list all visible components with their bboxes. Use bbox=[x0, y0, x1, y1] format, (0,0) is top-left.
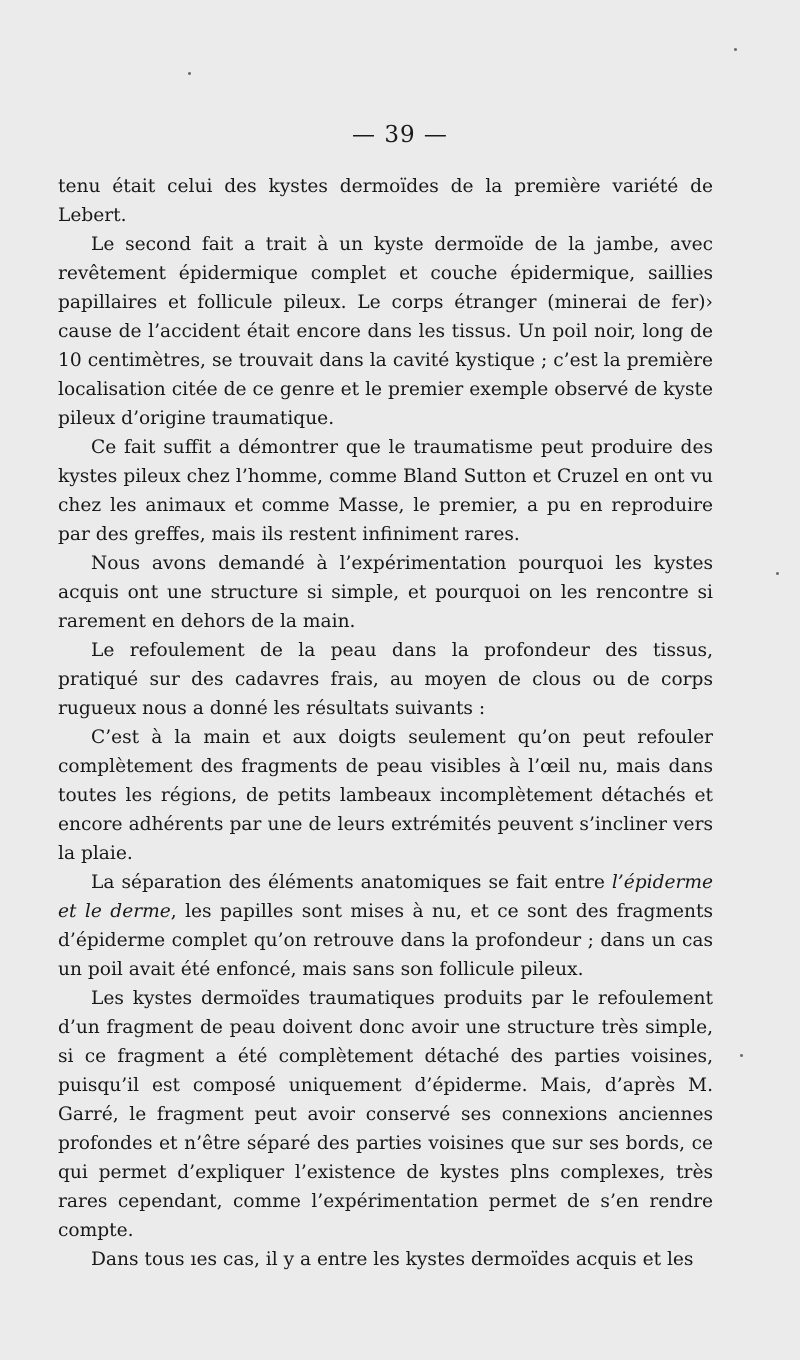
paragraph: C’est à la main et aux doigts seulement qu’on peut refouler complètement des fragments de peau visibles à l’œil nu, mais dans toutes les régions, de petits lambeaux incomplètement détachés et encore adhérents par une de leurs extrémités peuvent s’incliner vers la plaie. bbox=[58, 727, 713, 864]
paragraph-continuation: tenu était celui des kystes dermoïdes de la première variété de Lebert. bbox=[58, 176, 713, 226]
print-speck bbox=[188, 72, 191, 75]
body-text bbox=[58, 172, 713, 1274]
paragraph: Ce fait suffit a démontrer que le traumatisme peut produire des kystes pileux chez l’homme, comme Bland Sutton et Cruzel en ont vu chez les animaux et comme Masse, le premier, a pu en reproduire par des greffes, mais ils restent infiniment rares. bbox=[58, 437, 713, 545]
paragraph: Le second fait a trait à un kyste dermoïde de la jambe, avec revêtement épidermique complet et couche épidermique, saillies papillaires et follicule pileux. Le corps étranger (minerai de fer)› cause de l’accident était encore dans les tissus. Un poil noir, long de 10 centimètres, se trouvait dans la cavité kystique ; c’est la première localisation citée de ce genre et le premier exemple observé de kyste pileux d’origine traumatique. bbox=[58, 234, 713, 429]
italic-term: l’épiderme et le derme bbox=[58, 872, 713, 922]
paragraph: Le refoulement de la peau dans la profondeur des tissus, pratiqué sur des cadavres frais, au moyen de clous ou de corps rugueux nous a donné les résultats suivants : bbox=[58, 640, 713, 719]
print-speck bbox=[734, 48, 737, 51]
paragraph-text: , les papilles sont mises à nu, et ce sont des fragments d’épiderme complet qu’on retrouve dans la profondeur ; dans un cas un poil avait été enfoncé, mais sans son follicule pileux. bbox=[58, 901, 713, 980]
paragraph: Les kystes dermoïdes traumatiques produits par le refoulement d’un fragment de peau doivent donc avoir une structure très simple, si ce fragment a été complètement détaché des parties voisines, puisqu’il est composé uniquement d’épiderme. Mais, d’après M. Garré, le fragment peut avoir conservé ses connexions anciennes profondes et n’être séparé des parties voisines que sur ses bords, ce qui permet d’expliquer l’existence de kystes plns complexes, très rares cependant, comme l’expérimentation permet de s’en rendre compte. bbox=[58, 988, 713, 1241]
page-number: — 39 — bbox=[352, 122, 448, 148]
print-speck bbox=[776, 572, 779, 575]
paragraph: Dans tous ıes cas, il y a entre les kystes dermoïdes acquis et les bbox=[91, 1249, 694, 1270]
paragraph bbox=[58, 868, 713, 984]
print-speck bbox=[740, 1054, 743, 1057]
paragraph-text: La séparation des éléments anatomiques se fait entre bbox=[91, 872, 612, 893]
paragraph: Nous avons demandé à l’expérimentation pourquoi les kystes acquis ont une structure si simple, et pourquoi on les rencontre si rarement en dehors de la main. bbox=[58, 553, 713, 632]
